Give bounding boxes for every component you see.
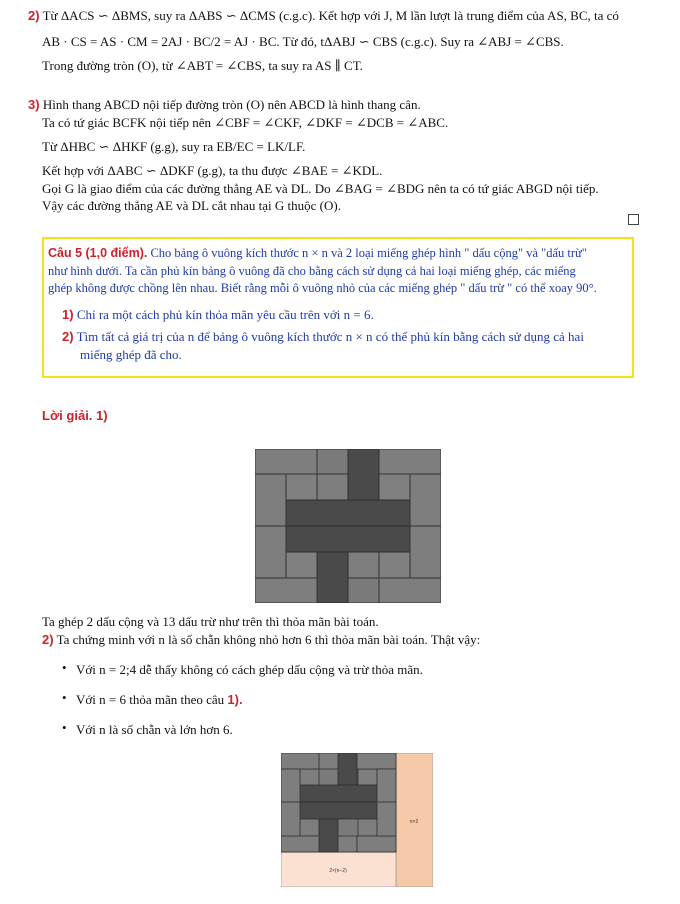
section-3-line-1: 3) Hình thang ABCD nội tiếp đường tròn (O) nên ABCD là hình thang cân.: [28, 97, 421, 112]
section-2-line-3: Trong đường tròn (O), từ ∠ABT = ∠CBS, ta suy ra AS ∥ CT.: [42, 58, 363, 73]
tiling-figure-extension: [281, 753, 433, 887]
section-3-line-2: Ta có tứ giác BCFK nội tiếp nên ∠CBF = ∠CKF, ∠DKF = ∠DCB = ∠ABC.: [42, 115, 449, 130]
tiling-figure-n6: [255, 449, 441, 603]
question-5-part-2-cont: miếng ghép đã cho.: [80, 347, 182, 362]
question-5-part-2: 2) Tìm tất cả giá trị của n để bảng ô vuông kích thước n × n có thể phủ kín bằng cách sử dụng cả hai: [62, 329, 584, 344]
question-5-line-3: ghép không được chồng lên nhau. Biết rằng mỗi ô vuông nhỏ của các miếng ghép " dấu trừ " có thể xoay 90°.: [48, 281, 597, 295]
section-3-line-5: Gọi G là giao điểm của các đường thẳng AE và DL. Do ∠BAG = ∠BDG nên ta có tứ giác ABGD nội tiếp.: [42, 181, 599, 196]
bullet-1: Với n = 2;4 dễ thấy không có cách ghép dấu cộng và trừ thỏa mãn.: [76, 662, 423, 677]
section-3-line-6: Vậy các đường thẳng AE và DL cắt nhau tại G thuộc (O).: [42, 198, 341, 213]
solution-heading: Lời giải. 1): [42, 408, 108, 423]
bullet-dot: •: [62, 720, 67, 735]
section-3-line-3: Từ ΔHBC ∽ ΔHKF (g.g), suy ra EB/EC = LK/LF.: [42, 139, 306, 154]
section-3-line-4: Kết hợp với ΔABC ∽ ΔDKF (g.g), ta thu được ∠BAE = ∠KDL.: [42, 163, 383, 178]
bullet-dot: •: [62, 660, 67, 675]
question-5-part-1: 1) Chỉ ra một cách phủ kín thỏa mãn yêu cầu trên với n = 6.: [62, 307, 374, 322]
bullet-2: Với n = 6 thỏa mãn theo câu 1).: [76, 692, 243, 707]
bottom-strip-label: 2×(n−2): [329, 868, 347, 874]
question-5-line-2: như hình dưới. Ta cần phủ kín bảng ô vuông đã cho bằng cách sử dụng cả hai loại miếng ghép, các miếng: [48, 264, 576, 278]
right-strip-label: n×2: [409, 819, 419, 825]
question-5-line-1: Câu 5 (1,0 điểm). Cho bảng ô vuông kích thước n × n và 2 loại miếng ghép hình " dấu cộng" và "dấu trừ": [48, 246, 587, 260]
solution-text-2: 2) Ta chứng minh với n là số chẵn không nhỏ hơn 6 thì thỏa mãn bài toán. Thật vậy:: [42, 632, 481, 647]
bullet-dot: •: [62, 690, 67, 705]
bullet-3: Với n là số chẵn và lớn hơn 6.: [76, 722, 233, 737]
end-proof-square-icon: [628, 214, 639, 225]
section-2-line-1: 2) Từ ΔACS ∽ ΔBMS, suy ra ΔABS ∽ ΔCMS (c.g.c). Kết hợp với J, M lần lượt là trung điểm của AS, BC, ta có: [28, 8, 619, 23]
solution-text-1: Ta ghép 2 dấu cộng và 13 dấu trừ như trên thì thỏa mãn bài toán.: [42, 614, 379, 629]
section-2-line-2: AB · CS = AS · CM = 2AJ · BC/2 = AJ · BC. Từ đó, tΔABJ ∽ CBS (c.g.c). Suy ra ∠ABJ = ∠CBS.: [42, 34, 564, 49]
